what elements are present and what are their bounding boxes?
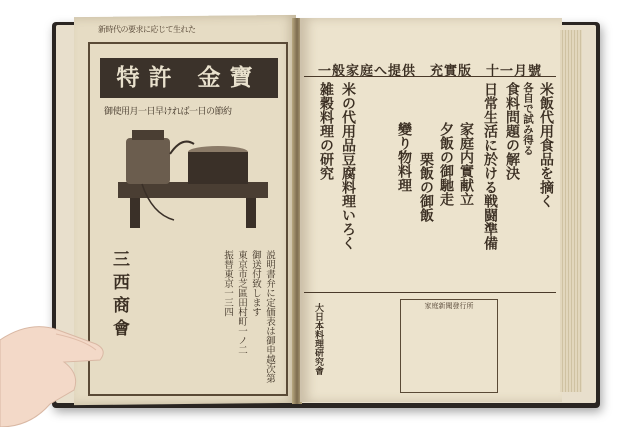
- contents-item: 家庭内實献立: [458, 122, 474, 206]
- hand: [0, 300, 120, 427]
- contents-item: 雑穀料理の研究: [318, 82, 334, 180]
- ad-column-2: 御送付致します: [250, 250, 261, 317]
- contents-columns: [310, 82, 556, 292]
- publisher-header: 家庭新聞發行所: [424, 302, 474, 310]
- contents-bottom-section: [304, 292, 556, 397]
- stand-top: [118, 182, 268, 198]
- ad-column-4: 振替東京一三四: [222, 250, 233, 317]
- contents-item: 各自で試み得る: [522, 82, 534, 156]
- contents-item: 變り物料理: [396, 122, 412, 192]
- publisher-box: [400, 299, 498, 393]
- contents-item: 米飯代用食品を摘く: [538, 82, 554, 208]
- contents-item: 夕飯の御馳走: [438, 122, 454, 206]
- ad-banner: 特許 金寶: [100, 58, 278, 98]
- ad-company-name: 三西商會: [109, 250, 129, 342]
- ad-sub-line: 御使用月一日早ければ一日の節約: [104, 107, 232, 117]
- publisher-note: 大日本料理研究會: [313, 303, 323, 375]
- stove-illustration: [112, 124, 274, 234]
- ad-column-3: 東京市芝區田村町一ノ二: [236, 250, 247, 355]
- contents-item: 日常生活に於ける戦闘準備: [482, 82, 498, 250]
- page-edges: [560, 30, 582, 392]
- contents-item: 栗飯の御飯: [418, 152, 434, 222]
- ad-top-line: 新時代の要求に応じて生れた: [98, 25, 196, 34]
- contents-item: 食料問題の解決: [504, 82, 520, 180]
- contents-item: 米の代用品豆腐料理いろく: [340, 82, 356, 250]
- ad-column-1: 説明書弁に定価表は御申越次第: [264, 250, 275, 383]
- contents-title: 一般家庭へ提供 充實版 十一月號: [304, 60, 556, 77]
